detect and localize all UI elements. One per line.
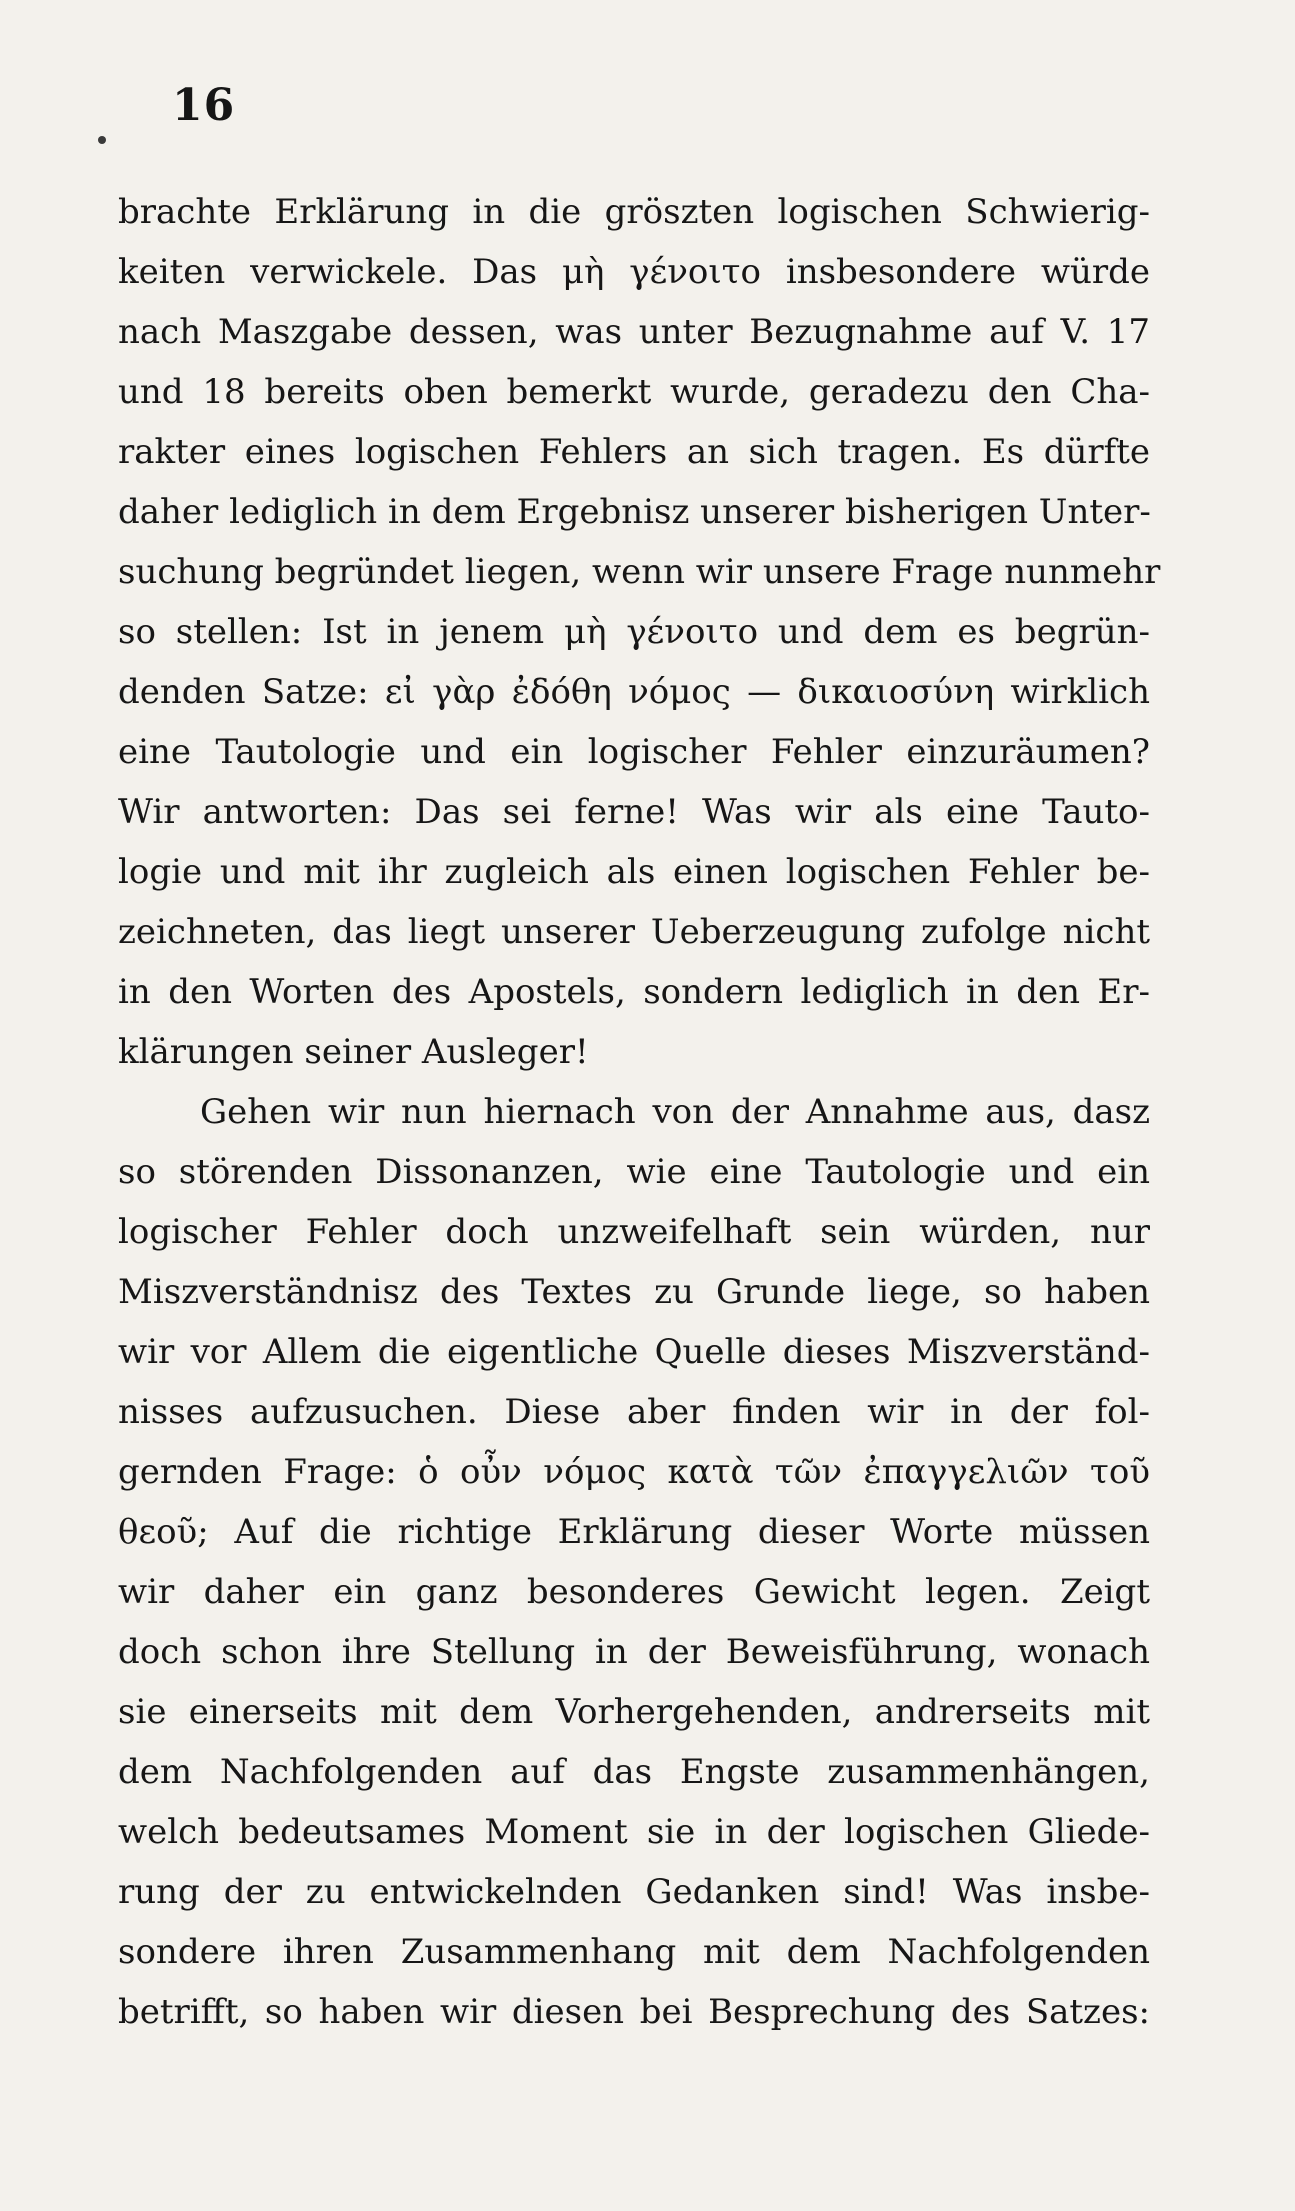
text-line: dem Nachfolgenden auf das Engste zusammenhängen, — [118, 1752, 1150, 1792]
text-line: in den Worten des Apostels, sondern lediglich in den Er- — [118, 972, 1150, 1012]
text-line: rung der zu entwickelnden Gedanken sind! Was insbe- — [118, 1872, 1150, 1912]
text-line: wir daher ein ganz besonderes Gewicht legen. Zeigt — [118, 1572, 1150, 1612]
text-line: betrifft, so haben wir diesen bei Besprechung des Satzes: — [118, 1992, 1150, 2032]
text-line: keiten verwickele. Das μὴ γένοιτο insbesondere würde — [118, 252, 1150, 292]
text-line: welch bedeutsames Moment sie in der logischen Gliede- — [118, 1812, 1150, 1852]
text-line: Miszverständnisz des Textes zu Grunde liege, so haben — [118, 1272, 1150, 1312]
text-line: nach Maszgabe dessen, was unter Bezugnahme auf V. 17 — [118, 312, 1150, 352]
text-line: sie einerseits mit dem Vorhergehenden, andrerseits mit — [118, 1692, 1150, 1732]
text-line: so stellen: Ist in jenem μὴ γένοιτο und dem es begrün- — [118, 612, 1150, 652]
page-number: 16 — [172, 80, 236, 131]
text-line: rakter eines logischen Fehlers an sich tragen. Es dürfte — [118, 432, 1150, 472]
text-line: sondere ihren Zusammenhang mit dem Nachfolgenden — [118, 1932, 1150, 1972]
text-line: denden Satze: εἰ γὰρ ἐδόθη νόμος — δικαιοσύνη wirklich — [118, 672, 1150, 712]
text-line: gernden Frage: ὁ οὖν νόμος κατὰ τῶν ἐπαγγελιῶν τοῦ — [118, 1452, 1150, 1492]
text-line: eine Tautologie und ein logischer Fehler einzuräumen? — [118, 732, 1150, 772]
text-line: doch schon ihre Stellung in der Beweisführung, wonach — [118, 1632, 1150, 1672]
text-line: daher lediglich in dem Ergebnisz unserer bisherigen Unter- — [118, 492, 1151, 532]
text-line: so störenden Dissonanzen, wie eine Tautologie und ein — [118, 1152, 1150, 1192]
text-line: Wir antworten: Das sei ferne! Was wir als eine Tauto- — [118, 792, 1150, 832]
text-line: suchung begründet liegen, wenn wir unsere Frage nunmehr — [118, 552, 1161, 592]
text-line: zeichneten, das liegt unserer Ueberzeugung zufolge nicht — [118, 912, 1150, 952]
text-line: brachte Erklärung in die gröszten logischen Schwierig- — [118, 192, 1150, 232]
body-text — [118, 182, 1161, 2042]
text-line: klärungen seiner Ausleger! — [118, 1032, 589, 1072]
text-line: logie und mit ihr zugleich als einen logischen Fehler be- — [118, 852, 1150, 892]
text-line: θεοῦ; Auf die richtige Erklärung dieser Worte müssen — [118, 1512, 1150, 1552]
paragraph-start-line: Gehen wir nun hiernach von der Annahme aus, dasz — [200, 1092, 1150, 1132]
ink-spot — [98, 136, 106, 144]
text-line: und 18 bereits oben bemerkt wurde, geradezu den Cha- — [118, 372, 1150, 412]
text-line: logischer Fehler doch unzweifelhaft sein würden, nur — [118, 1212, 1150, 1252]
text-line: nisses aufzusuchen. Diese aber finden wir in der fol- — [118, 1392, 1150, 1432]
text-line: wir vor Allem die eigentliche Quelle dieses Miszverständ- — [118, 1332, 1150, 1372]
